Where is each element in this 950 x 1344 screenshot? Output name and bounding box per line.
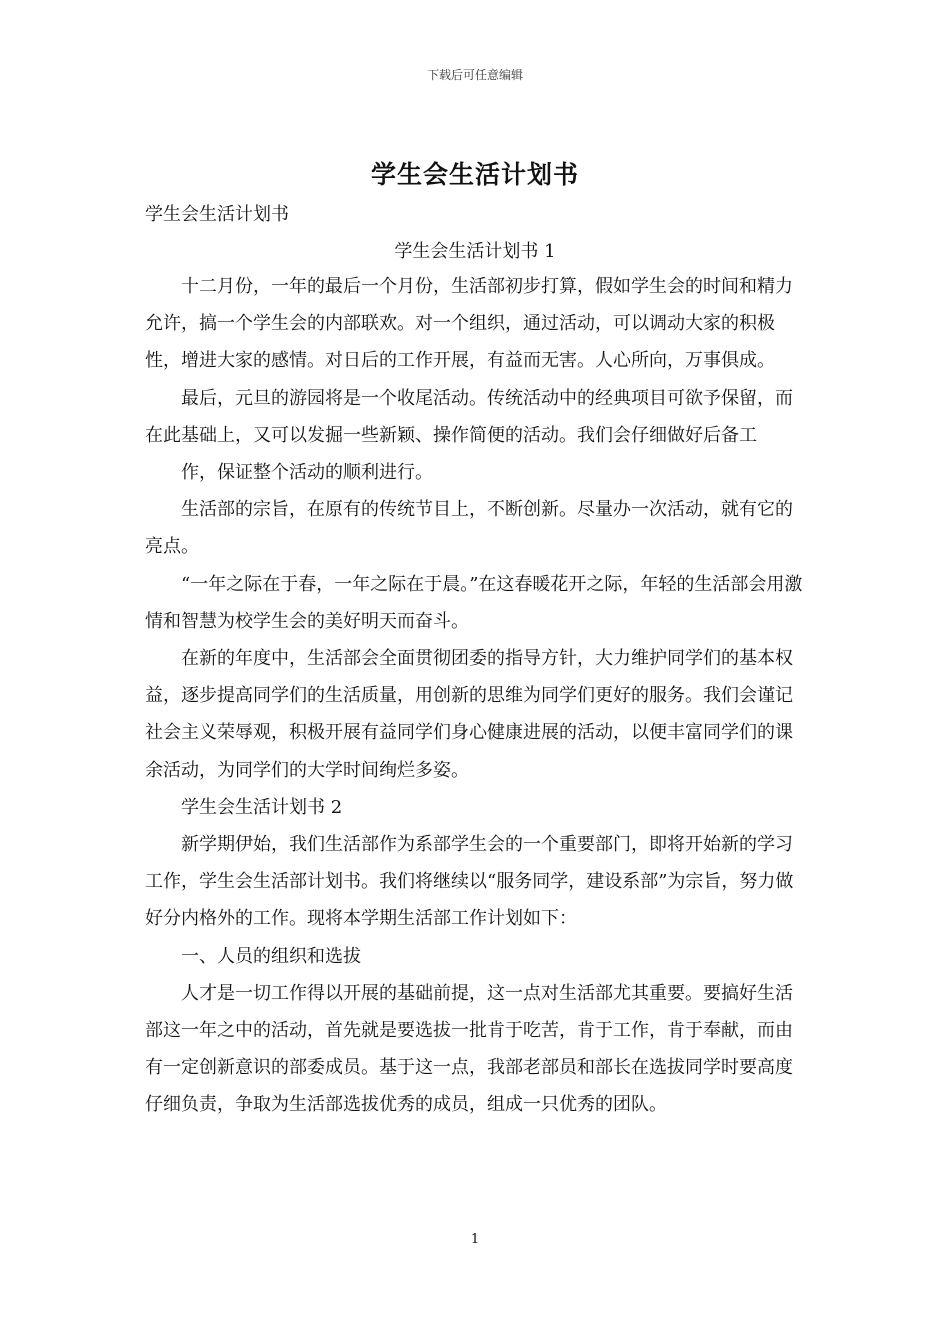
document-title: 学生会生活计划书 xyxy=(370,160,579,189)
paragraph: 生活部的宗旨，在原有的传统节目上，不断创新。尽量办一次活动，就有它的亮点。 xyxy=(145,499,793,558)
section-heading-1: 学生会生活计划书 1 xyxy=(394,241,556,262)
paragraph: 在新的年度中，生活部会全面贯彻团委的指导方针，大力维护同学们的基本权益，逐步提高同学们的生活质量，用创新的思维为同学们更好的服务。我们会谨记社会主义荣辱观，积极开展有益同学们身心健康进展的活动，以便丰富同学们的课余活动，为同学们的大学时间绚烂多姿。 xyxy=(145,648,793,781)
header-note: 下载后可任意编辑 xyxy=(426,68,523,82)
subsection-heading: 一、人员的组织和选拔 xyxy=(181,945,361,967)
paragraph: 最后，元旦的游园将是一个收尾活动。传统活动中的经典项目可欲予保留，而在此基础上，又可以发掘一些新颖、操作简便的活动。我们会仔细做好后备工 xyxy=(145,387,793,446)
document-subtitle: 学生会生活计划书 xyxy=(145,204,289,225)
paragraph: 作，保证整个活动的顺利进行。 xyxy=(181,462,433,484)
paragraph: 十二月份，一年的最后一个月份，生活部初步打算，假如学生会的时间和精力允许，搞一个学生会的内部联欢。对一个组织，通过活动，可以调动大家的积极性，增进大家的感情。对日后的工作开展，有益而无害。人心所向，万事俱成。 xyxy=(145,276,793,372)
paragraph: 新学期伊始，我们生活部作为系部学生会的一个重要部门，即将开始新的学习工作，学生会生活部计划书。我们将继续以“服务同学，建设系部”为宗旨，努力做好分内格外的工作。现将本学期生活部工作计划如下： xyxy=(145,834,794,930)
section-heading-2: 学生会生活计划书 2 xyxy=(181,796,343,818)
paragraph: “一年之际在于春，一年之际在于晨。”在这春暖花开之际，年轻的生活部会用激情和智慧为校学生会的美好明天而奋斗。 xyxy=(145,573,803,632)
paragraph: 人才是一切工作得以开展的基础前提，这一点对生活部尤其重要。要搞好生活部这一年之中的活动，首先就是要选拔一批肯于吃苦，肯于工作，肯于奉献，而由有一定创新意识的部委成员。基于这一点，我部老部员和部长在选拔同学时要高度仔细负责，争取为生活部选拔优秀的成员，组成一只优秀的团队。 xyxy=(145,982,793,1116)
document-body xyxy=(145,268,807,1124)
page-number: 1 xyxy=(470,1232,480,1247)
